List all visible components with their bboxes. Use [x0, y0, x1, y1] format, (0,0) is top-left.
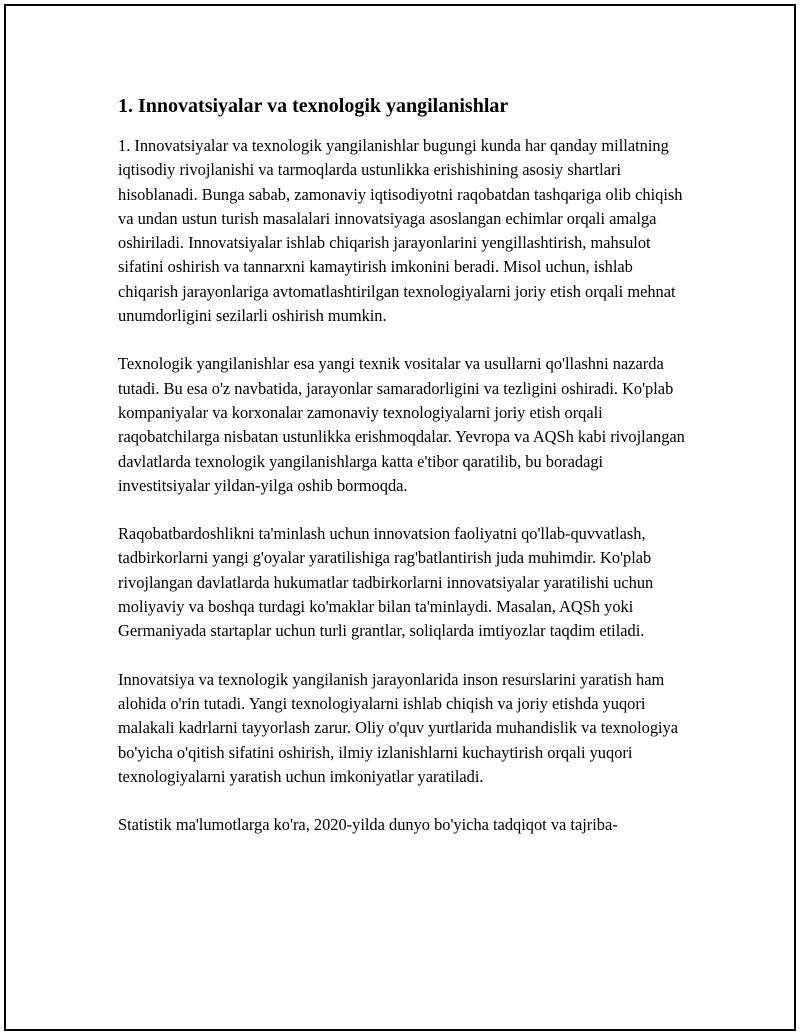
paragraph-4: Innovatsiya va texnologik yangilanish jarayonlarida inson resurslarini yaratish ham alohida o'rin tutadi. Yangi texnologiyalarni ishlab chiqish va joriy etishda yuqori malakali kadrlarni tayyorlash zarur. Oliy o'quv yurtlarida muhandislik va texnologiya bo'yicha o'qitish sifatini oshirish, ilmiy izlanishlarni kuchaytirish orqali yuqori texnologiyalarni yaratish uchun imkoniyatlar yaratiladi.: [118, 669, 679, 786]
paragraph-2: Texnologik yangilanishlar esa yangi texnik vositalar va usullarni qo'llashni nazarda tutadi. Bu esa o'z navbatida, jarayonlar samaradorligini va tezligini oshiradi. Ko'plab kompaniyalar va korxonalar zamonaviy texnologiyalarni joriy etish orqali raqobatchilarga nisbatan ustunlikka erishmoqdalar. Yevropa va AQSh kabi rivojlangan davlatlarda texnologik yangilanishlarga katta e'tibor qaratilib, bu boradagi investitsiyalar yildan-yilga oshib bormoqda.: [118, 354, 685, 495]
section-heading: 1. Innovatsiyalar va texnologik yangilanishlar: [118, 95, 509, 117]
document-body: [118, 92, 688, 837]
paragraph-3: Raqobatbardoshlikni ta'minlash uchun innovatsion faoliyatni qo'llab-quvvatlash, tadbirkorlarni yangi g'oyalar yaratilishiga rag'batlantirish juda muhimdir. Ko'plab rivojlangan davlatlarda hukumatlar tadbirkorlarni innovatsiyalar yaratilishi uchun moliyaviy va boshqa turdagi ko'maklar bilan ta'minlaydi. Masalan, AQSh yoki Germaniyada startaplar uchun turli grantlar, soliqlarda imtiyozlar taqdim etiladi.: [118, 524, 654, 641]
paragraph-1: 1. Innovatsiyalar va texnologik yangilanishlar bugungi kunda har qanday millatning iqtisodiy rivojlanishi va tarmoqlarda ustunlikka erishishining asosiy shartlari hisoblanadi. Bunga sabab, zamonaviy iqtisodiyotni raqobatdan tashqariga olib chiqish va undan ustun turish masalalari innovatsiyaga asoslangan echimlar orqali amalga oshiriladi. Innovatsiyalar ishlab chiqarish jarayonlarini yengillashtirish, mahsulot sifatini oshirish va tannarxni kamaytirish imkonini beradi. Misol uchun, ishlab chiqarish jarayonlariga avtomatlashtirilgan texnologiyalarni joriy etish orqali mehnat unumdorligini sezilarli oshirish mumkin.: [118, 136, 683, 326]
paragraph-5: Statistik ma'lumotlarga ko'ra, 2020-yilda dunyo bo'yicha tadqiqot va tajriba-: [118, 815, 618, 835]
